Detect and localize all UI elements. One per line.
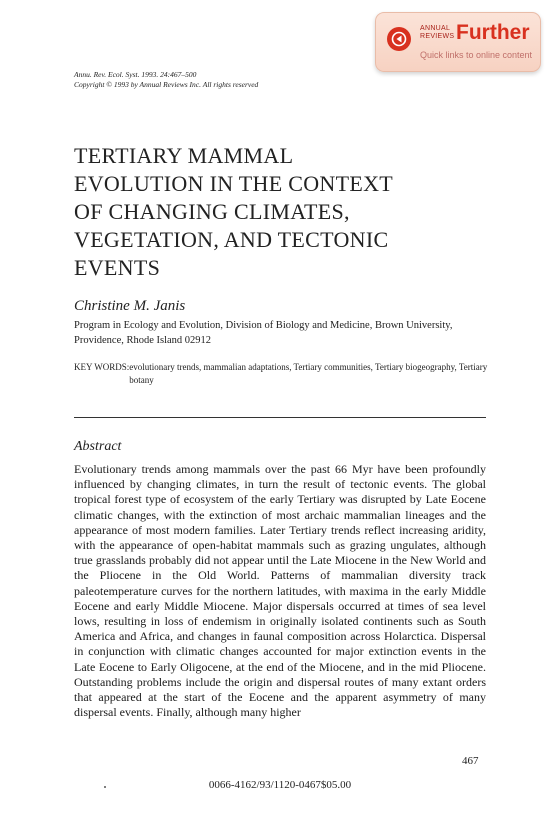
article-title: TERTIARY MAMMAL EVOLUTION IN THE CONTEXT OF CHANGING CLIMATES, VEGETATION, AND TECTONIC EVENTS (74, 143, 393, 280)
section-divider (74, 417, 486, 418)
page-number: 467 (462, 755, 479, 767)
journal-citation (74, 70, 258, 90)
badge-reviews-text: REVIEWS (420, 33, 455, 40)
annual-reviews-logo-icon (387, 27, 411, 51)
badge-tagline: Quick links to online content (420, 50, 533, 60)
abstract-text: Evolutionary trends among mammals over the past 66 Myr have been profoundly influenced by changing climates, in turn the result of tectonic events. The global tropical forest type of ecosystem of the early Tertiary was disrupted by Late Eocene climatic changes, with the extinction of most archaic mammalian lineages and the appearance of most modern families. Later Tertiary trends reflect increasing aridity, with the appearance of open-habitat mammals such as grazing ungulates, although true grasslands probably did not appear until the Late Miocene in the New World and the Pliocene in the Old World. Patterns of mammalian diversity track paleotemperature curves for the northern latitudes, with maxima in the early Middle Eocene and early Middle Miocene. Major dispersals occurred at times of sea level lows, resulting in loss of endemism in originally isolated continents such as South America and Africa, and changes in faunal composition across Holarctica. Dispersal in conjunction with climatic changes accounted for major extinction events in the Late Eocene to Early Oligocene, at the end of the Miocene, and in the mid Pliocene. Outstanding problems include the origin and dispersal routes of many extant orders that appeared at the start of the Eocene and the apparent asymmetry of many dispersal events. Finally, although many higher (74, 462, 486, 720)
author-name: Christine M. Janis (74, 298, 186, 314)
badge-annual-text: ANNUAL (420, 25, 451, 32)
citation-line-2: Copyright © 1993 by Annual Reviews Inc. All rights reserved (74, 80, 259, 89)
badge-further-text: Further (456, 21, 530, 44)
author-affiliation: Program in Ecology and Evolution, Division of Biology and Medicine, Brown University, Providence, Rhode Island 02912 (74, 320, 453, 346)
keywords (74, 361, 494, 387)
article-code: 0066-4162/93/1120-0467$05.00 (208, 779, 352, 791)
keywords-text: evolutionary trends, mammalian adaptations, Tertiary communities, Tertiary biogeography, Tertiary botany (129, 362, 488, 385)
abstract-heading: Abstract (74, 439, 122, 454)
citation-line-1: Annu. Rev. Ecol. Syst. 1993. 24:467–500 (74, 70, 197, 79)
annual-reviews-wordmark (420, 25, 454, 41)
keywords-label: KEY WORDS: (74, 362, 130, 372)
annual-reviews-further-badge[interactable] (375, 12, 541, 72)
